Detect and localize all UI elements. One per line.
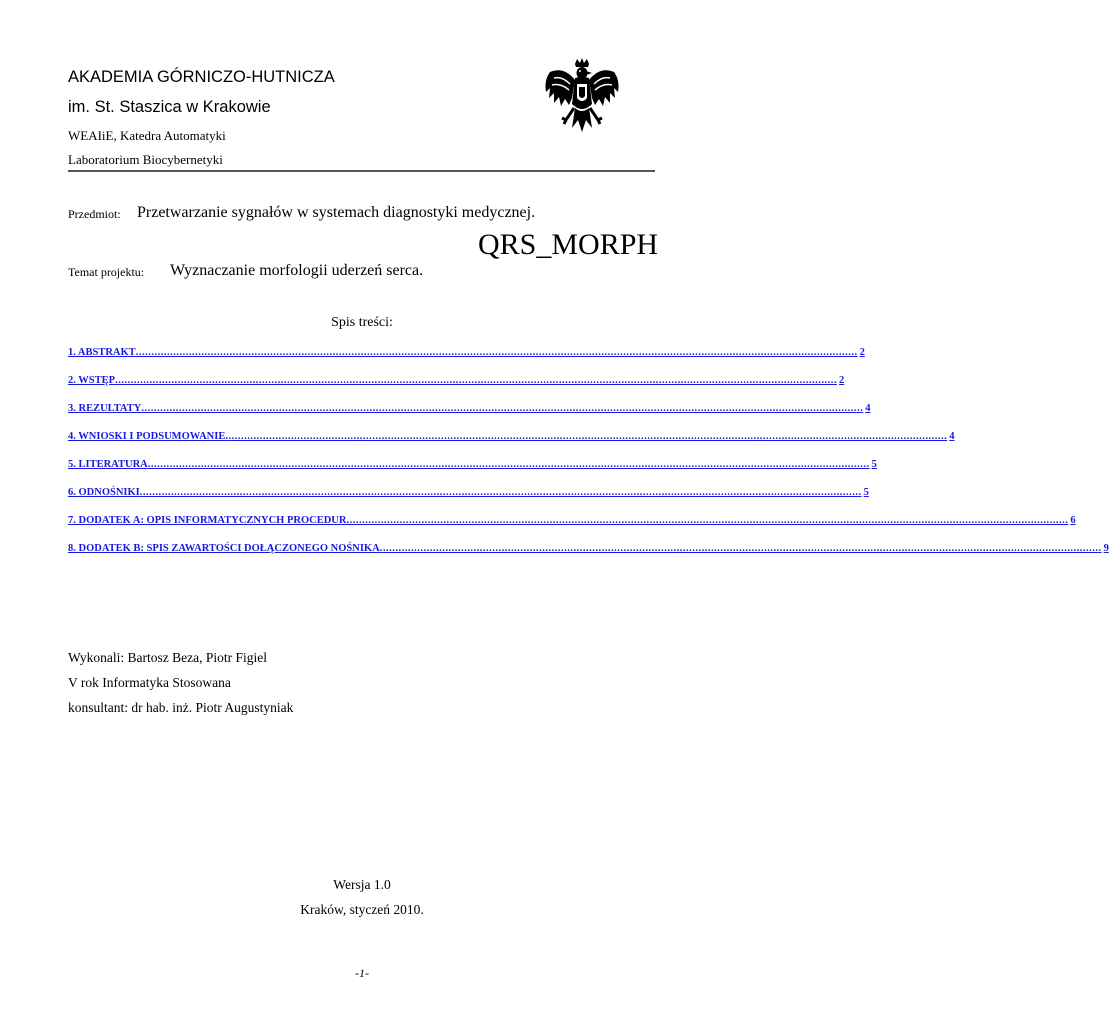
toc-item-dodatek-a[interactable] bbox=[68, 515, 1076, 529]
toc-dot-leader: ....................................................................................................................................................................................................................................... bbox=[139, 487, 862, 498]
toc-item-wnioski[interactable] bbox=[68, 431, 955, 445]
subject-value: Przetwarzanie sygnałów w systemach diagnostyki medycznej. bbox=[137, 204, 536, 221]
toc-dot-leader: ....................................................................................................................................................................................................................................... bbox=[147, 459, 870, 470]
toc-dot-leader: ....................................................................................................................................................................................................................................... bbox=[141, 403, 864, 414]
topic-value: Wyznaczanie morfologii uderzeń serca. bbox=[170, 262, 424, 279]
toc-item-dodatek-b[interactable] bbox=[68, 543, 1109, 557]
toc-item-page: 4 bbox=[865, 403, 871, 414]
toc-item-label: 4. WNIOSKI I PODSUMOWANIE bbox=[68, 431, 226, 442]
toc-item-page: 2 bbox=[859, 347, 865, 358]
place-date-text: Kraków, styczeń 2010. bbox=[300, 902, 424, 917]
consultant-line: konsultant: dr hab. inż. Piotr Augustyniak bbox=[68, 700, 294, 715]
toc-item-rezultaty[interactable] bbox=[68, 403, 871, 417]
eagle-emblem-icon bbox=[542, 58, 622, 148]
toc-dot-leader: ....................................................................................................................................................................................................................................... bbox=[115, 375, 837, 386]
toc-title: Spis treści: bbox=[331, 315, 393, 330]
toc-dot-leader: ....................................................................................................................................................................................................................................... bbox=[225, 431, 948, 442]
toc-item-page: 5 bbox=[863, 487, 869, 498]
toc-item-label: 7. DODATEK A: OPIS INFORMATYCZNYCH PROCEDUR bbox=[68, 515, 347, 526]
toc-item-abstrakt[interactable] bbox=[68, 347, 865, 361]
toc-item-page: 4 bbox=[949, 431, 955, 442]
toc-item-label: 8. DODATEK B: SPIS ZAWARTOŚCI DOŁĄCZONEGO NOŚNIKA bbox=[68, 543, 380, 554]
toc-item-label: 1. ABSTRAKT bbox=[68, 347, 136, 358]
version-text: Wersja 1.0 bbox=[333, 877, 391, 892]
project-code: QRS_MORPH bbox=[478, 228, 659, 261]
toc-item-page: 6 bbox=[1070, 515, 1076, 526]
toc-dot-leader: ....................................................................................................................................................................................................................................... bbox=[346, 515, 1069, 526]
subject-label: Przedmiot: bbox=[68, 207, 121, 221]
toc-item-page: 5 bbox=[871, 459, 877, 470]
university-subtitle: im. St. Staszica w Krakowie bbox=[68, 98, 271, 116]
toc-item-wstep[interactable] bbox=[68, 375, 845, 389]
header-divider bbox=[68, 170, 655, 172]
department-name: WEAIiE, Katedra Automatyki bbox=[68, 128, 226, 143]
page-number: -1- bbox=[355, 966, 369, 980]
toc-item-label: 5. LITERATURA bbox=[68, 459, 148, 470]
toc-dot-leader: ....................................................................................................................................................................................................................................... bbox=[135, 347, 858, 358]
toc-item-odnosniki[interactable] bbox=[68, 487, 869, 501]
toc-item-page: 9 bbox=[1103, 543, 1109, 554]
toc-item-label: 3. REZULTATY bbox=[68, 403, 142, 414]
authors-line: Wykonali: Bartosz Beza, Piotr Figiel bbox=[68, 650, 268, 665]
toc-dot-leader: ....................................................................................................................................................................................................................................... bbox=[379, 543, 1102, 554]
toc-item-page: 2 bbox=[838, 375, 845, 386]
toc-item-label: 6. ODNOŚNIKI bbox=[68, 487, 140, 498]
study-year-line: V rok Informatyka Stosowana bbox=[68, 675, 231, 690]
lab-name: Laboratorium Biocybernetyki bbox=[68, 152, 223, 167]
topic-label: Temat projektu: bbox=[68, 265, 145, 279]
university-name: AKADEMIA GÓRNICZO-HUTNICZA bbox=[68, 68, 335, 86]
toc-item-label: 2. WSTĘP bbox=[68, 375, 116, 386]
toc-item-literatura[interactable] bbox=[68, 459, 877, 473]
